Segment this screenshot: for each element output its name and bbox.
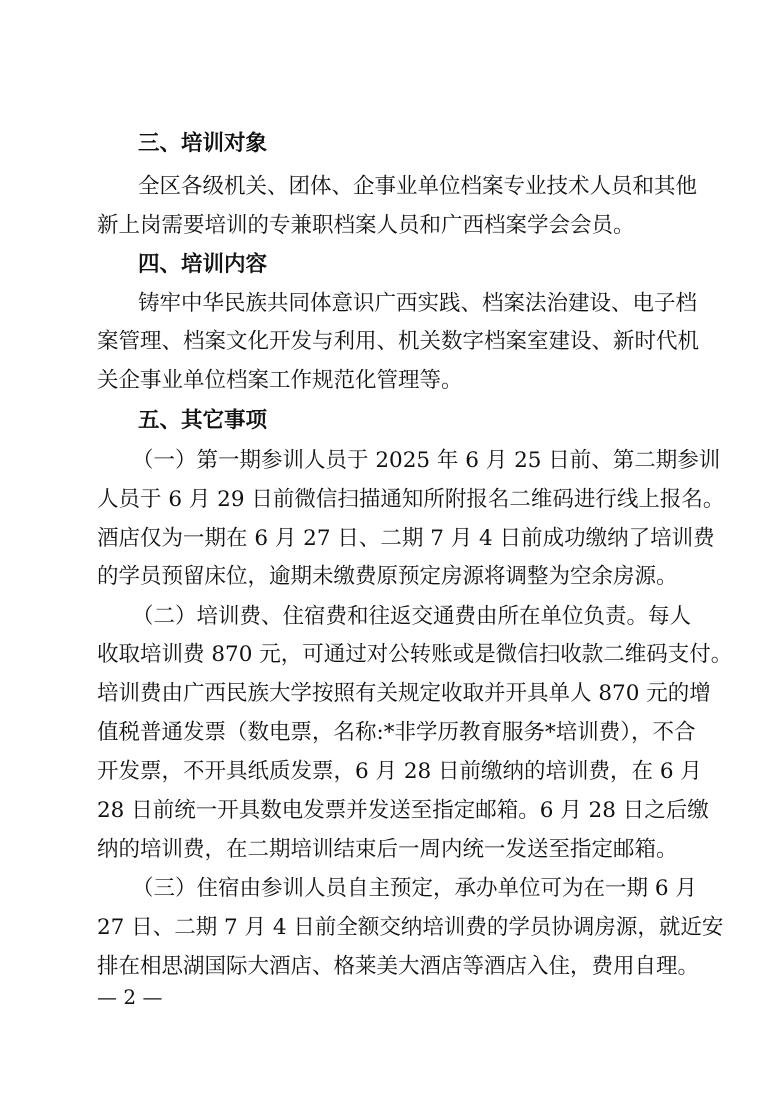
paragraph-line: 开发票，不开具纸质发票，6 月 28 日前缴纳的培训费，在 6 月 (97, 759, 702, 784)
paragraph-line: 关企事业单位档案工作规范化管理等。 (97, 368, 463, 393)
section-heading-training-content: 四、培训内容 (138, 252, 268, 277)
paragraph-line: 酒店仅为一期在 6 月 27 日、二期 7 月 4 日前成功缴纳了培训费 (97, 526, 715, 551)
paragraph-line: 培训费由广西民族大学按照有关规定收取并开具单人 870 元的增 (97, 681, 711, 706)
paragraph-line: （三）住宿由参训人员自主预定，承办单位可为在一期 6 月 (132, 876, 697, 901)
paragraph-line: （二）培训费、住宿费和往返交通费由所在单位负责。每人 (132, 604, 692, 629)
paragraph-line: 铸牢中华民族共同体意识广西实践、档案法治建设、电子档 (138, 291, 698, 316)
page-number: — 2 — (97, 985, 163, 1009)
section-heading-other-matters: 五、其它事项 (138, 408, 268, 433)
section-heading-training-targets: 三、培训对象 (138, 131, 268, 156)
paragraph-line: （一）第一期参训人员于 2025 年 6 月 25 日前、第二期参训 (132, 448, 721, 473)
paragraph-line: 全区各级机关、团体、企事业单位档案专业技术人员和其他 (138, 174, 698, 199)
paragraph-line: 27 日、二期 7 月 4 日前全额交纳培训费的学员协调房源，就近安 (97, 915, 724, 940)
paragraph-line: 28 日前统一开具数电发票并发送至指定邮箱。6 月 28 日之后缴 (97, 798, 709, 823)
paragraph-line: 新上岗需要培训的专兼职档案人员和广西档案学会会员。 (97, 213, 635, 238)
paragraph-line: 排在相思湖国际大酒店、格莱美大酒店等酒店入住，费用自理。 (97, 954, 700, 979)
paragraph-line: 值税普通发票（数电票，名称:*非学历教育服务*培训费），不合 (97, 720, 696, 745)
paragraph-line: 收取培训费 870 元，可通过对公转账或是微信扫收款二维码支付。 (97, 642, 733, 667)
paragraph-line: 的学员预留床位，逾期未缴费原预定房源将调整为空余房源。 (97, 564, 678, 589)
paragraph-line: 人员于 6 月 29 日前微信扫描通知所附报名二维码进行线上报名。 (97, 487, 725, 512)
paragraph-line: 案管理、档案文化开发与利用、机关数字档案室建设、新时代机 (97, 329, 700, 354)
paragraph-line: 纳的培训费，在二期培训结束后一周内统一发送至指定邮箱。 (97, 837, 678, 862)
